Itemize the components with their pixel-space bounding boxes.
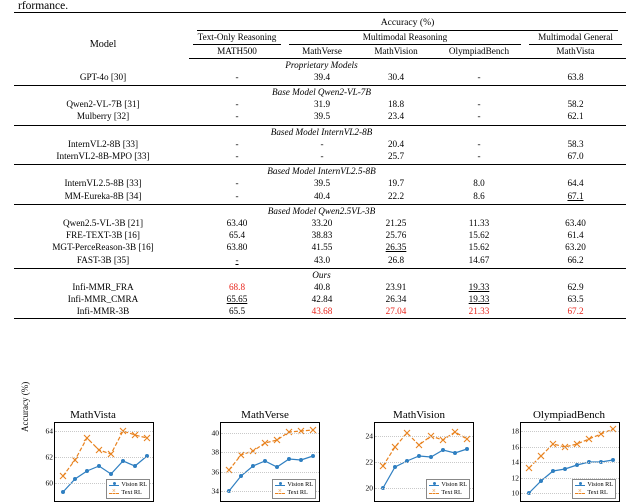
y-tick: 14 (511, 457, 519, 467)
row-model: Infi-MMR_CMRA (67, 294, 139, 305)
cell-olympiadbench: - (477, 151, 481, 162)
y-tick: 24 (365, 431, 373, 441)
cell-mathvista: 58.2 (567, 99, 584, 110)
y-tick: 60 (45, 478, 53, 488)
cell-mathvista: 63.20 (565, 242, 586, 253)
cell-mathvista: 64.4 (567, 178, 584, 189)
table-row (14, 150, 626, 162)
cell-mathvision: 19.7 (387, 178, 405, 189)
cell-mathvision: 26.8 (387, 254, 405, 265)
cell-mathvista: 67.1 (567, 190, 584, 201)
chart-legend (426, 479, 470, 499)
chart-title: MathVision (393, 409, 445, 421)
chart-legend (572, 479, 616, 499)
y-tick: 38 (211, 447, 219, 457)
cell-mathvision: 23.4 (387, 111, 405, 122)
chart-ylabel: Accuracy (%) (20, 381, 30, 432)
row-model: Qwen2-VL-7B [31] (66, 99, 140, 110)
chart-legend (272, 479, 316, 499)
cell-mathverse: 42.84 (311, 294, 333, 305)
header-groups (14, 31, 626, 45)
cell-mathverse: 43.68 (285, 305, 359, 318)
section-title-row (14, 86, 626, 99)
chart-mathverse (190, 408, 340, 504)
cell-mathverse: 39.5 (313, 111, 331, 122)
chart-title: MathVista (70, 409, 116, 421)
cell-math500: - (235, 99, 239, 110)
cell-mathverse: 39.5 (313, 178, 331, 189)
y-tick: 22 (365, 457, 373, 467)
cell-math500: 63.40 (226, 218, 248, 229)
cell-math500: 68.8 (228, 282, 246, 293)
header-group-multimodal-reasoning: Multimodal Reasoning (285, 31, 525, 45)
section-title-row (14, 165, 626, 178)
cell-math500: 65.4 (228, 230, 246, 241)
row-model: MM-Eureka-8B [34] (64, 190, 142, 201)
cell-mathverse: 40.8 (313, 282, 331, 293)
y-tick: 64 (45, 426, 53, 436)
table-row (14, 293, 626, 305)
cell-mathvista: 62.9 (567, 282, 584, 293)
header-model-label: Model (89, 38, 117, 50)
cell-math500: - (235, 190, 239, 201)
chart-plot-area (511, 422, 620, 502)
cell-mathverse: 43.0 (313, 254, 331, 265)
cell-mathvision: 27.04 (359, 305, 433, 318)
col-mathvision: MathVision (359, 45, 433, 58)
section-title: Based Model InternVL2.5-8B (267, 166, 376, 177)
chart-plot-area (211, 422, 320, 502)
cell-olympiadbench: 15.62 (468, 230, 490, 241)
cell-mathvision: 25.76 (385, 230, 407, 241)
cell-mathvision: 20.4 (387, 138, 405, 149)
cell-mathvista: 63.40 (565, 218, 586, 229)
cell-mathvision: 26.34 (385, 294, 407, 305)
header-accuracy-label: Accuracy (%) (380, 17, 435, 28)
table-row (14, 98, 626, 110)
legend-label-text-rl: Text RL (287, 489, 308, 496)
col-mathverse: MathVerse (285, 45, 359, 58)
header-accuracy (14, 17, 626, 31)
cell-mathvision: 18.8 (387, 99, 405, 110)
legend-label-text-rl: Text RL (587, 489, 608, 496)
row-model: MGT-PerceReason-3B [16] (52, 242, 154, 253)
section-title: Based Model InternVL2-8B (270, 126, 373, 137)
cell-mathverse: 33.20 (311, 218, 333, 229)
row-model: InternVL2-8B [33] (67, 138, 139, 149)
section-title: Proprietary Models (285, 59, 358, 70)
y-tick: 34 (211, 486, 219, 496)
section-title: Base Model Qwen2-VL-7B (272, 87, 371, 98)
legend-marker-text-rl (575, 490, 585, 497)
cell-olympiadbench: - (477, 138, 481, 149)
col-olympiadbench: OlympiadBench (433, 45, 525, 58)
cell-mathvista: 61.4 (567, 230, 584, 241)
cell-math500: - (235, 151, 239, 162)
cell-mathvista: 63.5 (567, 294, 584, 305)
table-row (14, 229, 626, 241)
cell-math500: - (235, 254, 239, 265)
table-row (14, 254, 626, 266)
row-model: FRE-TEXT-3B [16] (66, 230, 140, 241)
chart-olympiadbench (494, 408, 640, 504)
legend-label-vision-rl: Vision RL (441, 481, 467, 488)
cell-math500: 65.65 (226, 294, 248, 305)
cell-mathverse: 38.83 (311, 230, 333, 241)
y-tick: 16 (511, 441, 519, 451)
row-model: GPT-4o [30] (79, 71, 127, 82)
cell-math500: - (235, 71, 239, 82)
table-row (14, 305, 626, 318)
cell-mathverse: 39.4 (313, 71, 331, 82)
cell-mathvision: 25.7 (387, 151, 405, 162)
y-tick: 40 (211, 428, 219, 438)
legend-marker-text-rl (109, 490, 119, 497)
cell-olympiadbench: 15.62 (468, 242, 490, 253)
chart-title: OlympiadBench (532, 409, 606, 421)
cell-olympiadbench: 11.33 (468, 218, 490, 229)
y-tick: 36 (211, 467, 219, 477)
cell-mathverse: 31.9 (313, 99, 331, 110)
cell-mathverse: 40.4 (313, 190, 331, 201)
table-row (14, 217, 626, 229)
y-tick: 12 (511, 472, 519, 482)
cell-olympiadbench: 8.0 (473, 178, 485, 189)
chart-mathvista (18, 381, 168, 504)
chart-plot-area (45, 422, 154, 502)
cell-mathvista: 63.8 (567, 71, 584, 82)
cell-olympiadbench: 14.67 (468, 254, 490, 265)
results-table (14, 12, 626, 319)
cell-math500: - (235, 138, 239, 149)
cell-math500: - (235, 178, 239, 189)
cell-olympiadbench: 19.33 (468, 282, 490, 293)
cell-olympiadbench: - (477, 99, 481, 110)
cut-off-paragraph-text: rformance. (18, 0, 69, 9)
y-tick: 18 (511, 426, 519, 436)
cell-olympiadbench: 21.33 (433, 305, 525, 318)
table-row (14, 177, 626, 189)
header-group-multimodal-general: Multimodal General (525, 31, 626, 45)
cell-mathvista: 62.1 (567, 111, 584, 122)
cell-olympiadbench: - (477, 111, 481, 122)
section-title-row (14, 58, 626, 71)
table-row (14, 241, 626, 253)
cell-mathvision: 22.2 (387, 190, 405, 201)
section-title: Based Model Qwen2.5VL-3B (267, 205, 376, 216)
section-title-row (14, 125, 626, 138)
cell-mathvista: 67.0 (567, 151, 584, 162)
chart-title: MathVerse (241, 409, 289, 421)
cell-mathvision: 23.91 (385, 282, 407, 293)
cell-mathvision: 30.4 (387, 71, 405, 82)
cell-olympiadbench: 8.6 (473, 190, 485, 201)
table-row (14, 110, 626, 122)
chart-plot-area (365, 422, 474, 502)
table-row (14, 71, 626, 83)
y-tick: 10 (511, 488, 519, 498)
section-title-row (14, 268, 626, 281)
row-model: InternVL2.5-8B [33] (64, 178, 142, 189)
cell-mathvista: 67.2 (525, 305, 626, 318)
cell-math500: 63.80 (226, 242, 248, 253)
legend-label-vision-rl: Vision RL (121, 481, 147, 488)
cell-mathvision: 26.35 (385, 242, 407, 253)
legend-marker-text-rl (429, 490, 439, 497)
legend-label-vision-rl: Vision RL (287, 481, 313, 488)
cell-olympiadbench: 19.33 (468, 294, 490, 305)
cell-mathverse: - (320, 138, 324, 149)
legend-label-text-rl: Text RL (121, 489, 142, 496)
row-model: Infi-MMR_FRA (72, 282, 134, 293)
section-title: Ours (312, 269, 331, 280)
row-model: FAST-3B [35] (76, 254, 130, 265)
y-tick: 20 (365, 483, 373, 493)
col-mathvista: MathVista (525, 45, 626, 58)
cell-math500: 65.5 (189, 305, 285, 318)
table-row (14, 190, 626, 202)
row-model: Infi-MMR-3B (14, 305, 189, 318)
cell-mathverse: 41.55 (311, 242, 333, 253)
cell-mathvista: 66.2 (567, 254, 584, 265)
row-model: InternVL2-8B-MPO [33] (56, 151, 150, 162)
legend-marker-text-rl (275, 490, 285, 497)
header-group-text-only: Text-Only Reasoning (189, 31, 285, 45)
y-tick: 62 (45, 452, 53, 462)
cell-olympiadbench: - (477, 71, 481, 82)
cell-mathvision: 21.25 (385, 218, 407, 229)
table-row (14, 138, 626, 150)
cell-math500: - (235, 111, 239, 122)
col-math500: MATH500 (189, 45, 285, 58)
chart-mathvision (344, 408, 494, 504)
row-model: Mulberry [32] (76, 111, 130, 122)
legend-label-text-rl: Text RL (441, 489, 462, 496)
table-row (14, 281, 626, 293)
cell-mathverse: - (320, 151, 324, 162)
section-title-row (14, 204, 626, 217)
row-model: Qwen2.5-VL-3B [21] (62, 218, 144, 229)
cell-mathvista: 58.3 (567, 138, 584, 149)
legend-label-vision-rl: Vision RL (587, 481, 613, 488)
charts-row (0, 381, 640, 504)
chart-legend (106, 479, 150, 499)
